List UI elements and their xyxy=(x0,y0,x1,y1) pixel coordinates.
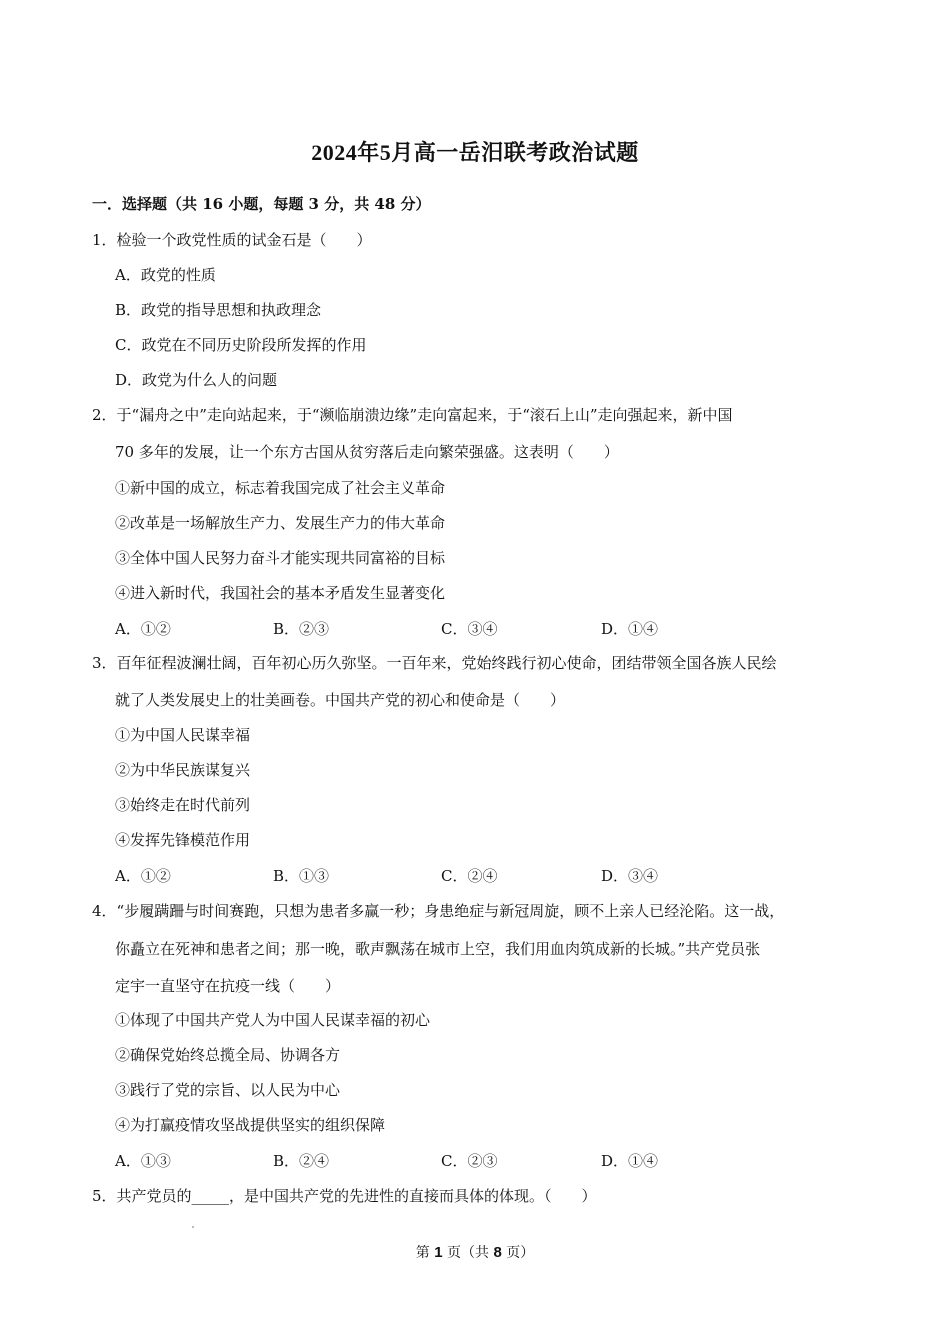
footer-middle: 页（共 xyxy=(442,1245,494,1261)
speck-mark xyxy=(192,1226,194,1228)
section-heading: 一．选择题（共 16 小题，每题 3 分，共 48 分） xyxy=(92,195,431,213)
page-footer xyxy=(0,1242,950,1262)
footer-page-number: 1 xyxy=(434,1244,443,1261)
footer-suffix: 页） xyxy=(501,1245,535,1261)
question-1-option-b: B．政党的指导思想和执政理念 xyxy=(115,301,322,319)
question-3-choice-d: D．③④ xyxy=(601,867,659,885)
question-5-stem: 5．共产党员的_____，是中国共产党的先进性的直接而具体的体现。（ ） xyxy=(92,1187,597,1205)
question-4-stem-line-3: 定宇一直坚守在抗疫一线（ ） xyxy=(115,977,341,995)
footer-prefix: 第 xyxy=(415,1245,435,1261)
question-4-choice-d: D．①④ xyxy=(601,1152,659,1170)
question-3-choice-a: A．①② xyxy=(115,867,171,885)
question-2-choice-c: C．③④ xyxy=(441,620,498,638)
question-1-option-c: C．政党在不同历史阶段所发挥的作用 xyxy=(115,336,367,354)
question-4-choice-a: A．①③ xyxy=(115,1152,171,1170)
question-1-stem: 1．检验一个政党性质的试金石是（ ） xyxy=(92,231,372,249)
question-4-stem-line-1: 4．“步履蹒跚与时间赛跑，只想为患者多赢一秒；身患绝症与新冠周旋，顾不上亲人已经沦陷。这一战， xyxy=(92,902,785,920)
question-3-choice-c: C．②④ xyxy=(441,867,498,885)
question-4-item-3: ③践行了党的宗旨、以人民为中心 xyxy=(115,1081,341,1099)
question-3-item-3: ③始终走在时代前列 xyxy=(115,796,251,814)
question-1-option-a: A．政党的性质 xyxy=(115,266,216,284)
question-2-choice-b: B．②③ xyxy=(273,620,330,638)
question-2-item-2: ②改革是一场解放生产力、发展生产力的伟大革命 xyxy=(115,514,446,532)
question-2-item-4: ④进入新时代，我国社会的基本矛盾发生显著变化 xyxy=(115,584,446,602)
question-4-stem-line-2: 你矗立在死神和患者之间；那一晚，歌声飘荡在城市上空，我们用血肉筑成新的长城。”共产党员张 xyxy=(115,940,761,958)
question-3-stem-line-2: 就了人类发展史上的壮美画卷。中国共产党的初心和使命是（ ） xyxy=(115,691,566,709)
question-3-choice-b: B．①③ xyxy=(273,867,330,885)
question-4-item-4: ④为打赢疫情攻坚战提供坚实的组织保障 xyxy=(115,1116,386,1134)
footer-total-pages: 8 xyxy=(493,1244,502,1261)
question-4-choice-c: C．②③ xyxy=(441,1152,498,1170)
question-2-item-3: ③全体中国人民努力奋斗才能实现共同富裕的目标 xyxy=(115,549,446,567)
question-1-option-d: D．政党为什么人的问题 xyxy=(115,371,278,389)
page-title: 2024年5月高一岳汨联考政治试题 xyxy=(311,140,639,165)
question-3-item-1: ①为中国人民谋幸福 xyxy=(115,726,251,744)
question-2-item-1: ①新中国的成立，标志着我国完成了社会主义革命 xyxy=(115,479,446,497)
question-2-stem-line-1: 2．于“漏舟之中”走向站起来，于“濒临崩溃边缘”走向富起来，于“滚石上山”走向强起来，新中国 xyxy=(92,406,733,424)
question-3-item-4: ④发挥先锋模范作用 xyxy=(115,831,251,849)
question-4-choice-b: B．②④ xyxy=(273,1152,330,1170)
question-4-item-2: ②确保党始终总揽全局、协调各方 xyxy=(115,1046,341,1064)
question-2-choice-d: D．①④ xyxy=(601,620,659,638)
question-2-stem-line-2: 70 多年的发展，让一个东方古国从贫穷落后走向繁荣强盛。这表明（ ） xyxy=(115,443,619,461)
question-3-item-2: ②为中华民族谋复兴 xyxy=(115,761,251,779)
question-4-item-1: ①体现了中国共产党人为中国人民谋幸福的初心 xyxy=(115,1011,431,1029)
question-3-stem-line-1: 3．百年征程波澜壮阔，百年初心历久弥坚。一百年来，党始终践行初心使命，团结带领全国各族人民绘 xyxy=(92,654,777,672)
question-2-choice-a: A．①② xyxy=(115,620,171,638)
